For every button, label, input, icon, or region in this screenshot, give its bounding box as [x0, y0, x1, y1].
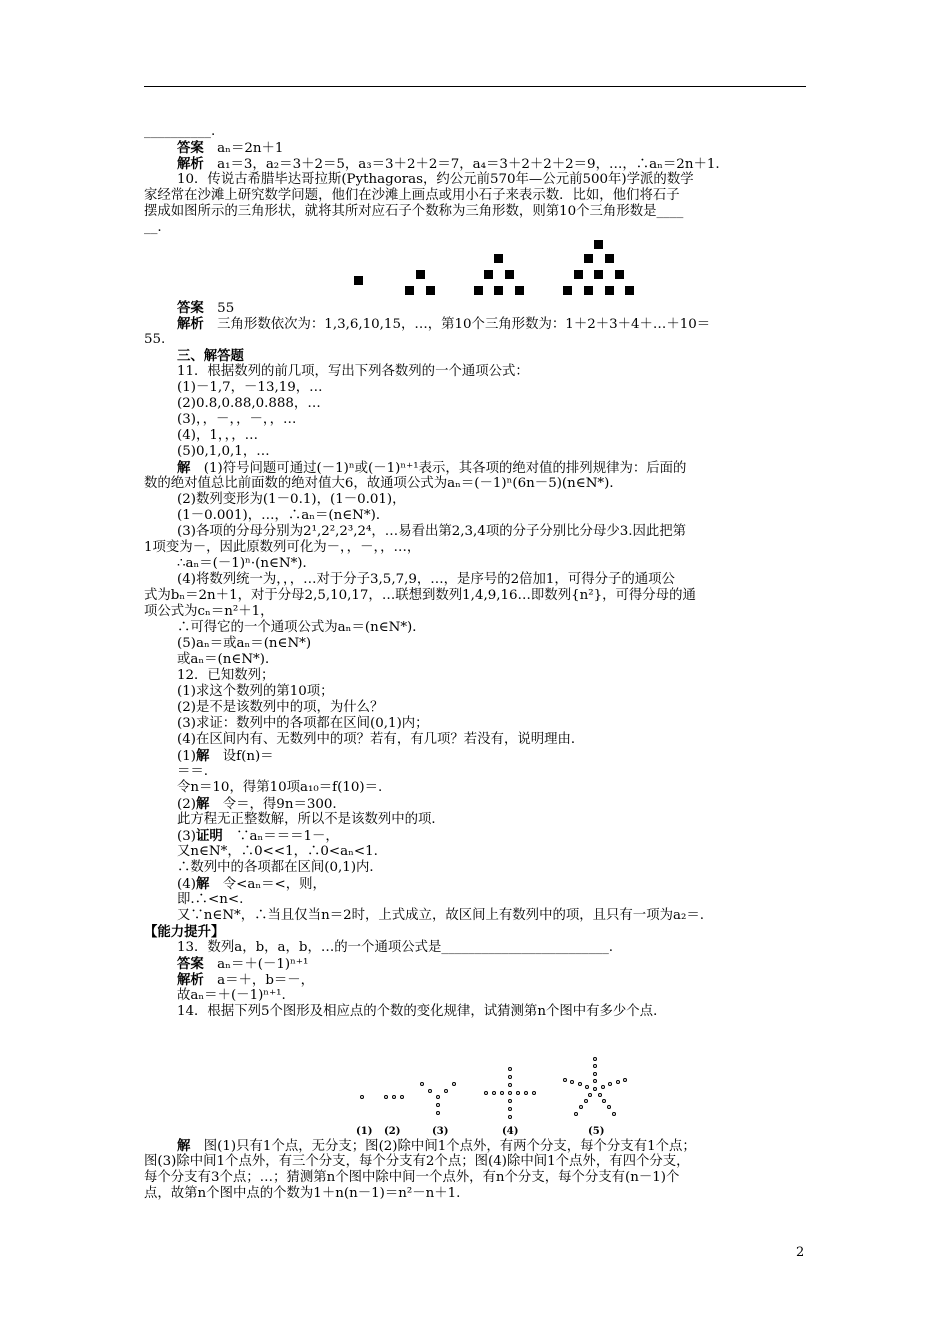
label-prefix: 三、解答题 [177, 348, 244, 364]
dot [508, 1083, 512, 1087]
text-line: 故aₙ＝＋(－1)ⁿ⁺¹. [177, 988, 286, 1003]
dot [593, 1064, 597, 1068]
text-line: 答案 55 [177, 300, 235, 316]
text-line: 解析 三角形数依次为：1,3,6,10,15，…，第10个三角形数为：1＋2＋3＋4＋…＋10＝ [177, 316, 711, 332]
triangular-number-figure [350, 240, 640, 300]
text-line: ∴数列中的各项都在区间(0,1)内． [177, 860, 383, 875]
label-prefix: 证明 [195, 828, 223, 844]
text-line: (5)0,1,0,1，… [177, 444, 270, 459]
dot [563, 1078, 567, 1082]
text-line: 摆成如图所示的三角形状，就将其所对应石子个数称为三角形数，则第10个三角形数是____ [144, 204, 684, 219]
text-line: ∴aₙ＝(－1)ⁿ·(n∈N*)． [177, 556, 316, 571]
text-line: (2)解 令＝，得9n＝300. [177, 796, 337, 812]
dot [508, 1099, 512, 1103]
text-line: 点，故第n个图中点的个数为1＋n(n－1)＝n²－n＋1. [144, 1186, 461, 1201]
text-line: 解 图(1)只有1个点，无分支；图(2)除中间1个点外，有两个分支，每个分支有1个点； [177, 1138, 696, 1154]
text-line: 答案 aₙ＝＋(－1)ⁿ⁺¹ [177, 956, 309, 972]
text-line [144, 924, 812, 941]
dot [436, 1095, 440, 1099]
dot [444, 1089, 448, 1093]
dot [598, 1093, 602, 1097]
dot [508, 1075, 512, 1079]
dot [392, 1095, 396, 1099]
text-line: 数的绝对值总比前面数的绝对值大6，故通项公式为aₙ＝(－1)ⁿ(6n－5)(n∈N*)． [144, 476, 623, 491]
figure-label: (1) [356, 1126, 373, 1137]
text-line: (1)－1,7，－13,19，… [177, 380, 323, 395]
label-prefix: 解 [195, 796, 210, 812]
dot [578, 1082, 582, 1086]
dot [593, 1057, 597, 1061]
stone [505, 270, 514, 279]
dot [420, 1082, 424, 1086]
stone [574, 270, 583, 279]
text-line: (4)在区间内有、无数列中的项？若有，有几项？若没有，说明理由． [177, 732, 585, 747]
dot [452, 1082, 456, 1086]
label-prefix: 答案 [177, 140, 204, 156]
stone [615, 270, 624, 279]
dot [516, 1091, 520, 1095]
text-line: ∴可得它的一个通项公式为aₙ＝(n∈N*)． [177, 620, 426, 635]
dot [593, 1079, 597, 1083]
text-line: 即.∴<n<. [177, 892, 244, 907]
label-prefix: 解 [177, 460, 191, 476]
dot [607, 1105, 611, 1109]
dot [593, 1072, 597, 1076]
stone [494, 254, 503, 263]
text-line: 12．已知数列； [177, 668, 275, 683]
text-line: 11．根据数列的前几项，写出下列各数列的一个通项公式： [177, 364, 529, 379]
dot [436, 1103, 440, 1107]
label-prefix: 解 [195, 876, 210, 892]
dot [593, 1087, 597, 1091]
text-line: (3)证明 ∵aₙ＝＝＝1－， [177, 828, 339, 844]
text-line [177, 348, 845, 365]
text-line: __. [144, 220, 162, 235]
dot [584, 1099, 588, 1103]
text-line: 或aₙ＝(n∈N*)． [177, 652, 279, 667]
text-line: (2)0.8,0.88,0.888，… [177, 396, 321, 411]
text-line: 项公式为cₙ＝n²＋1， [144, 604, 274, 619]
text-line: (3)求证：数列中的各项都在区间(0,1)内； [177, 716, 429, 731]
dot [492, 1091, 496, 1095]
label-prefix: 解析 [177, 972, 204, 988]
text-line: 此方程无正整数解，所以不是该数列中的项． [177, 812, 445, 827]
text-line: 式为bₙ＝2n＋1，对于分母2,5,10,17，…联想到数列1,4,9,16…即数列{n²}，可得分母的通 [144, 588, 696, 603]
dot [508, 1067, 512, 1071]
stone [494, 286, 503, 295]
text-line: 解析 a₁＝3，a₂＝3＋2＝5，a₃＝3＋2＋2＝7，a₄＝3＋2＋2＋2＝9，…，∴aₙ＝2n＋1. [177, 156, 720, 172]
dot [436, 1111, 440, 1115]
stone [563, 286, 572, 295]
text-line: 图(3)除中间1个点外，有三个分支，每个分支有2个点；图(4)除中间1个点外，有四个分支， [144, 1154, 690, 1169]
dot [585, 1085, 589, 1089]
stone [405, 286, 414, 295]
stone [605, 286, 614, 295]
label-prefix: 解析 [177, 316, 204, 332]
text-line: (4)，1，，，… [177, 428, 259, 443]
text-line: (2)是不是该数列中的项，为什么？ [177, 700, 384, 715]
text-line: (2)数列变形为(1－0.1)，(1－0.01)， [177, 492, 406, 507]
text-line: (4)将数列统一为，，，…对于分子3,5,7,9，…，是序号的2倍加1，可得分子的通项公 [177, 572, 675, 587]
figure-label: (2) [384, 1126, 401, 1137]
text-line: (1－0.001)，…，∴aₙ＝(n∈N*)． [177, 508, 390, 523]
stone [416, 270, 425, 279]
text-line: (3)，，－，，－，，… [177, 412, 297, 427]
text-line: 答案 aₙ＝2n＋1 [177, 140, 284, 156]
text-line: 令n＝10，得第10项a₁₀＝f(10)＝. [177, 780, 383, 795]
stone [584, 286, 593, 295]
text-line: (5)aₙ＝或aₙ＝(n∈N*) [177, 636, 312, 651]
figure-label: (4) [502, 1126, 519, 1137]
dot [608, 1082, 612, 1086]
dot [570, 1080, 574, 1084]
dot [532, 1091, 536, 1095]
figure-label: (5) [588, 1126, 605, 1137]
text-line: __________. [144, 124, 216, 139]
text-line: (1)求这个数列的第10项； [177, 684, 334, 699]
dot [428, 1089, 432, 1093]
text-line: 14．根据下列5个图形及相应点的个数的变化规律，试猜测第n个图中有多少个点． [177, 1004, 667, 1019]
text-line: 又n∈N*，∴0<<1，∴0<aₙ<1. [177, 844, 378, 859]
dot [602, 1099, 606, 1103]
text-line: 1项变为－，因此原数列可化为－，，－，，…， [144, 540, 421, 555]
stone [354, 276, 363, 285]
text-line: ＝＝. [177, 764, 209, 779]
text-line: (4)解 令<aₙ＝<，则， [177, 876, 326, 892]
dot [508, 1107, 512, 1111]
dot [508, 1115, 512, 1119]
dot [612, 1112, 616, 1116]
text-line: 13．数列a，b，a，b，…的一个通项公式是_________________________. [177, 940, 614, 955]
text-line: 又∵n∈N*，∴当且仅当n＝2时，上式成立，故区间上有数列中的项，且只有一项为a₂＝. [177, 908, 704, 923]
text-line: 10．传说古希腊毕达哥拉斯(Pythagoras，约公元前570年—公元前500年)学派的数学 [177, 172, 694, 187]
label-prefix: 解 [177, 1138, 191, 1154]
dot [588, 1093, 592, 1097]
stone [584, 254, 593, 263]
page-number: 2 [796, 1245, 805, 1260]
dot [574, 1112, 578, 1116]
label-prefix: 【能力提升】 [144, 924, 225, 940]
text-line: (3)各项的分母分别为2¹,2²,2³,2⁴，…易看出第2,3,4项的分子分别比分母少3.因此把第 [177, 524, 687, 539]
label-prefix: 解 [195, 748, 210, 764]
label-prefix: 答案 [177, 300, 204, 316]
stone [625, 286, 634, 295]
text-line: 每个分支有3个点；…；猜测第n个图中除中间一个点外，有n个分支，每个分支有(n－1)个 [144, 1170, 680, 1185]
text-line: 解析 a＝＋，b＝－， [177, 972, 315, 988]
stone [605, 254, 614, 263]
dot-pattern-figure [350, 1055, 650, 1140]
dot [623, 1078, 627, 1082]
dot [500, 1091, 504, 1095]
dot [384, 1095, 388, 1099]
label-prefix: 解析 [177, 156, 204, 172]
stone [594, 270, 603, 279]
dot [601, 1085, 605, 1089]
label-prefix: 答案 [177, 956, 204, 972]
stone [515, 286, 524, 295]
dot [484, 1091, 488, 1095]
dot [360, 1095, 364, 1099]
dot [508, 1091, 512, 1095]
dot [400, 1095, 404, 1099]
text-line: 家经常在沙滩上研究数学问题，他们在沙滩上画点或用小石子来表示数．比如，他们将石子 [144, 188, 680, 203]
dot [616, 1080, 620, 1084]
stone [594, 240, 603, 249]
text-line: 解 (1)符号问题可通过(－1)ⁿ或(－1)ⁿ⁺¹表示，其各项的绝对值的排列规律为：后面的 [177, 460, 687, 476]
stone [426, 286, 435, 295]
dot [524, 1091, 528, 1095]
stone [474, 286, 483, 295]
figure-label: (3) [432, 1126, 449, 1137]
text-line: 55. [144, 332, 166, 347]
header-rule [144, 86, 806, 87]
dot [579, 1105, 583, 1109]
stone [484, 270, 493, 279]
text-line: (1)解 设f(n)＝ [177, 748, 274, 764]
